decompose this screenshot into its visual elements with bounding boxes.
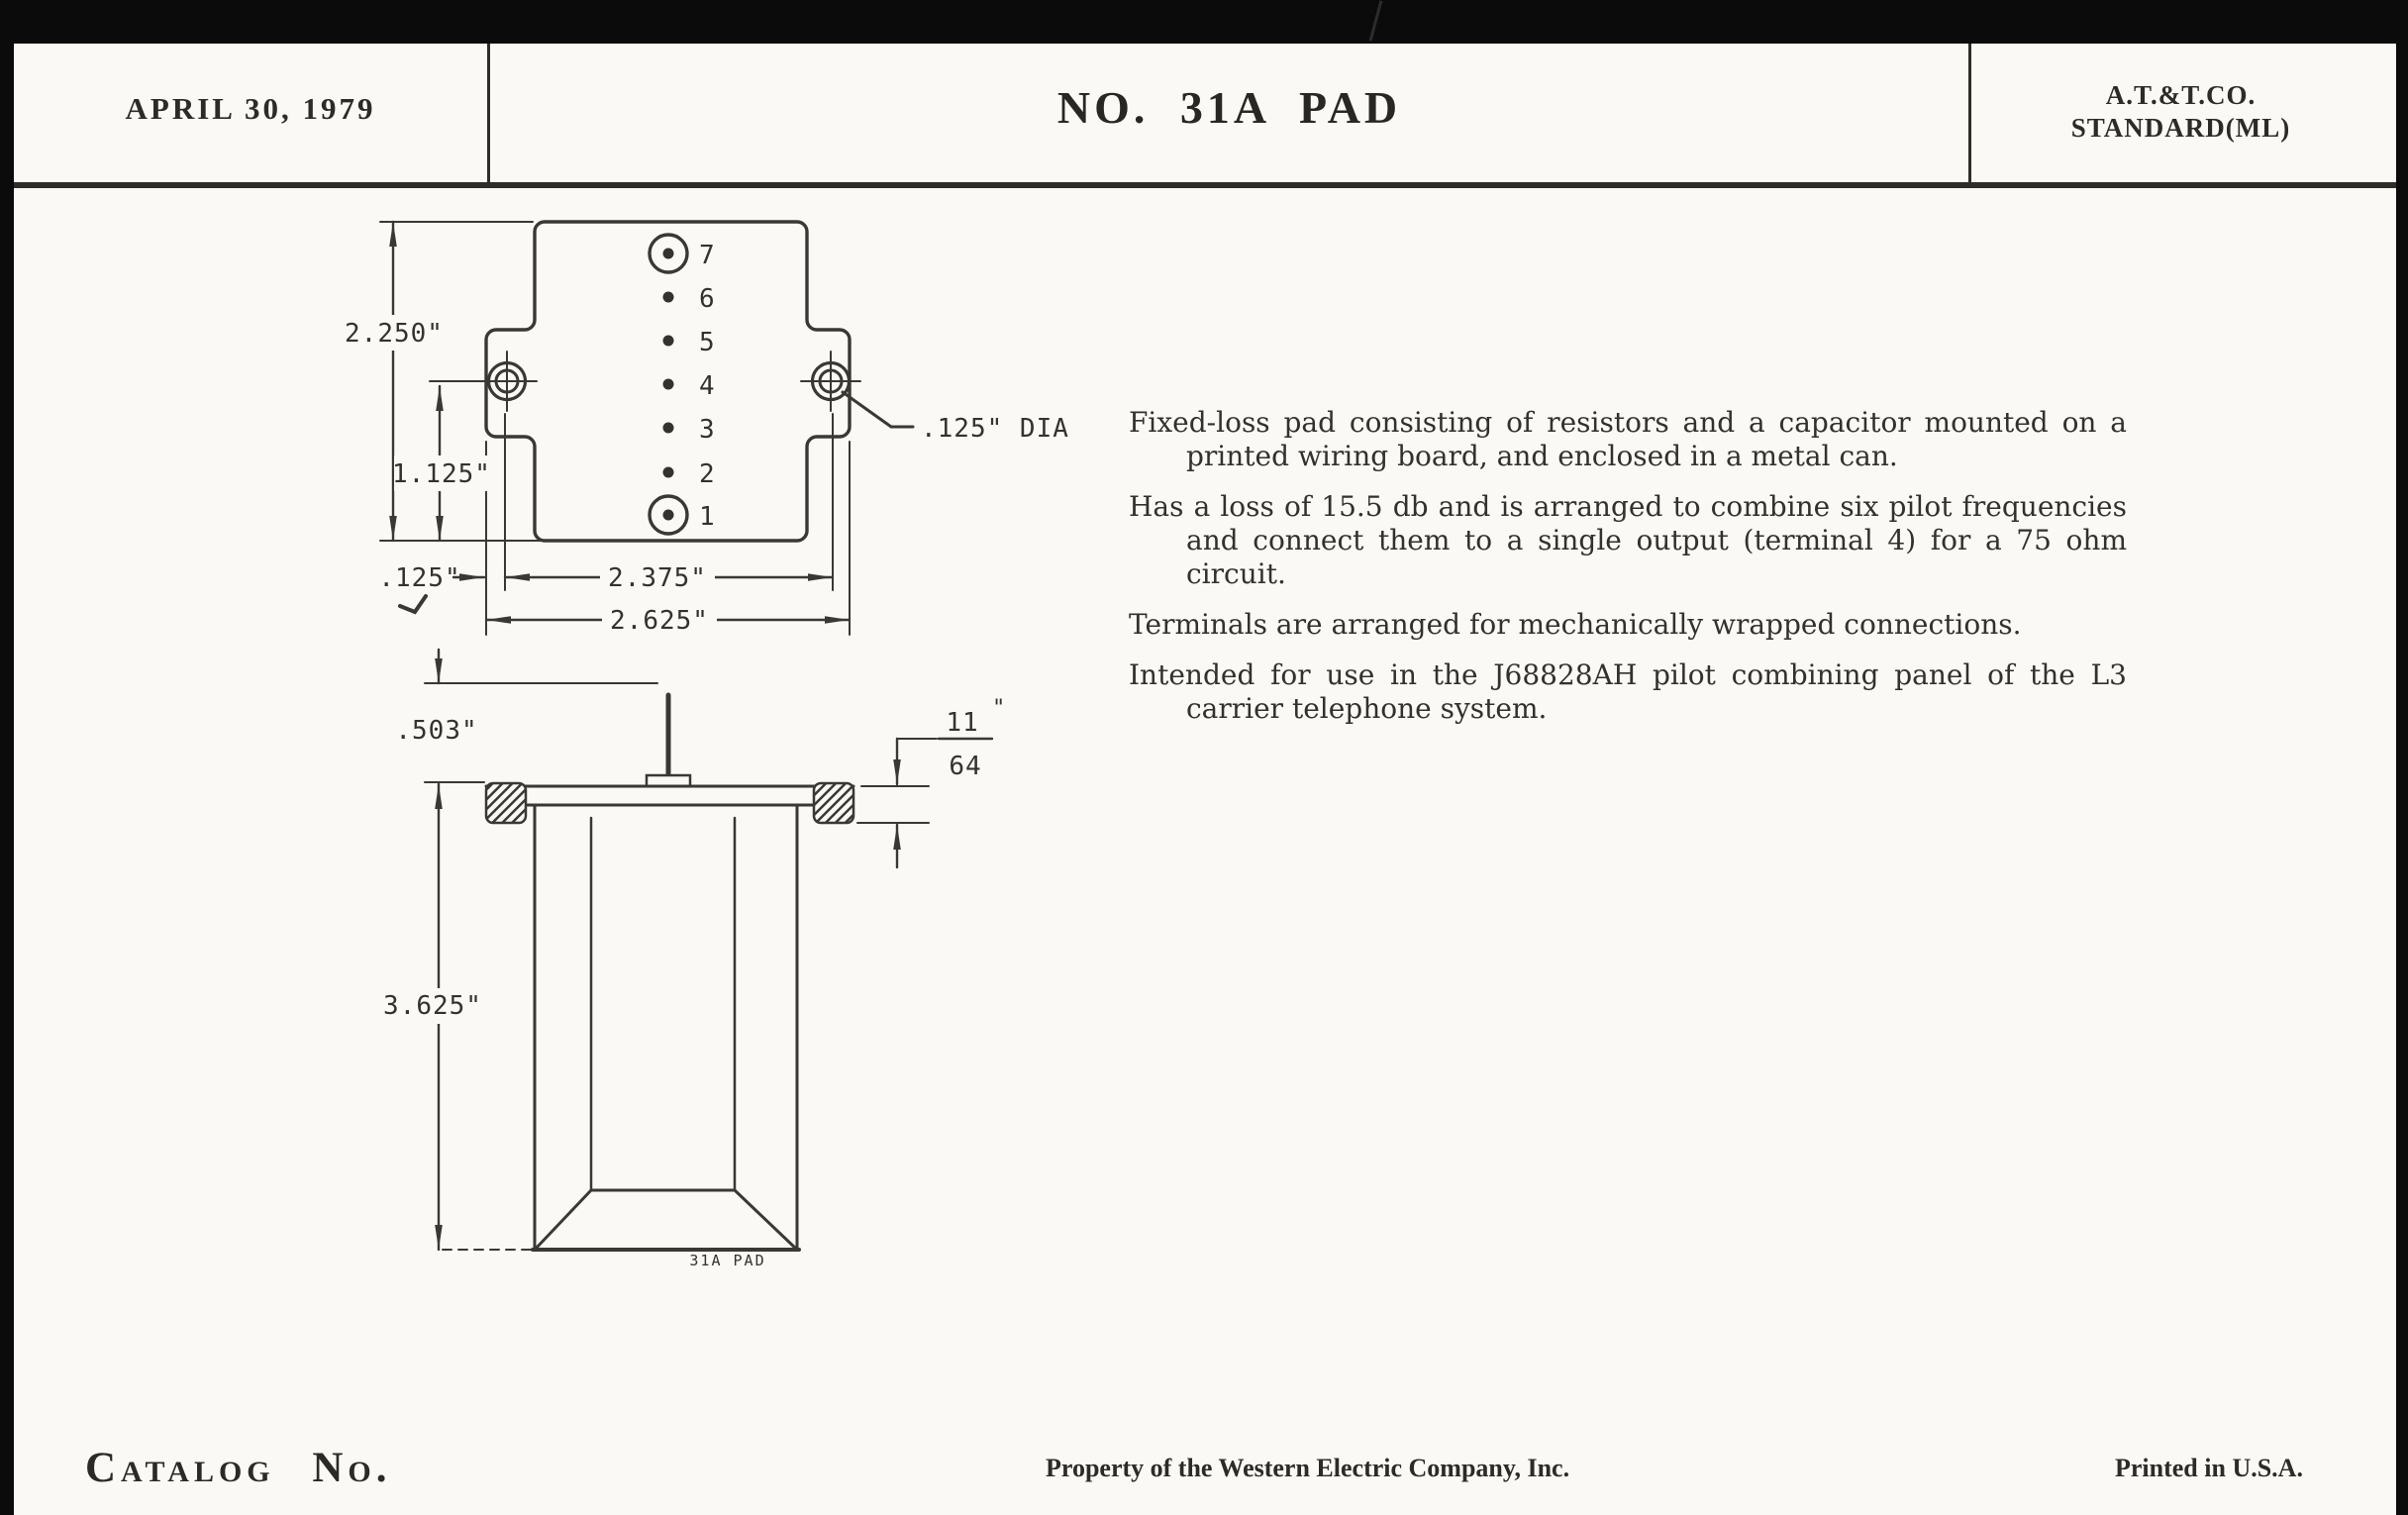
terminal-label-1: 1 [699,502,716,532]
terminal-dot-2 [663,467,674,478]
description-paragraph: Has a loss of 15.5 db and is arranged to combine six pilot frequencies and connect them to a single output (terminal 4) for a 75 ohm circuit. [1129,490,2127,590]
org-standard: STANDARD(ML) [2070,113,2291,143]
terminal-dot-3 [663,423,674,434]
catalog-number-label: Catalog No. [85,1445,392,1491]
flange-dim-numerator: 11 [946,708,979,738]
terminal-label-3: 3 [699,415,716,445]
can-body [533,805,799,1250]
terminal-label-4: 4 [699,371,716,401]
pin-base [647,775,690,786]
flange-ear-left [486,783,526,823]
dim-overall-height-label: 2.250" [345,319,444,349]
property-notice: Property of the Western Electric Company, Inc. [1046,1454,1570,1482]
terminal-label-7: 7 [699,241,716,270]
dim-can-height-label: 3.625" [383,991,482,1021]
terminal-dot-5 [663,336,674,347]
mounting-hole-left [430,352,537,411]
terminal-dot-1 [663,510,674,521]
dim-offset-label: .125" [378,563,461,593]
side-view-caption: 31A PAD [689,1252,766,1269]
terminal-column [650,235,687,534]
hole-dia-label: .125" DIA [921,414,1069,444]
terminal-label-2: 2 [699,459,716,489]
dim-hole-spacing-label: 2.375" [608,563,707,593]
page-title: NO. 31A PAD [1056,81,1402,133]
flange-ear-right [814,783,853,823]
description-paragraph: Intended for use in the J68828AH pilot combining panel of the L3 carrier telephone system. [1129,658,2127,725]
description-paragraph: Fixed-loss pad consisting of resistors and a capacitor mounted on a printed wiring board, and enclosed in a metal can. [1129,406,2127,472]
terminal-dot-7 [663,249,674,259]
flange-dim-denominator: 64 [949,752,982,781]
flange-dim-unit: " [992,696,1007,721]
printed-in-usa-label: Printed in U.S.A. [2115,1454,2303,1482]
dim-pin-height-label: .503" [395,716,478,746]
side-view [379,650,1006,1269]
description-paragraph: Terminals are arranged for mechanically wrapped connections. [1129,608,2022,641]
issue-date: APRIL 30, 1979 [125,91,376,126]
org-name: A.T.&T.CO. [2105,80,2257,110]
dim-overall-width-label: 2.625" [610,606,709,636]
terminal-label-5: 5 [699,328,716,357]
mounting-hole-right [801,352,860,411]
dim-hole-height-label: 1.125" [392,459,491,489]
terminal-dot-6 [663,292,674,303]
hole-dia-leader [843,392,913,427]
top-view [333,222,1069,637]
offset-tick-mark [400,596,426,612]
terminal-label-6: 6 [699,284,716,314]
terminal-dot-4 [663,379,674,390]
